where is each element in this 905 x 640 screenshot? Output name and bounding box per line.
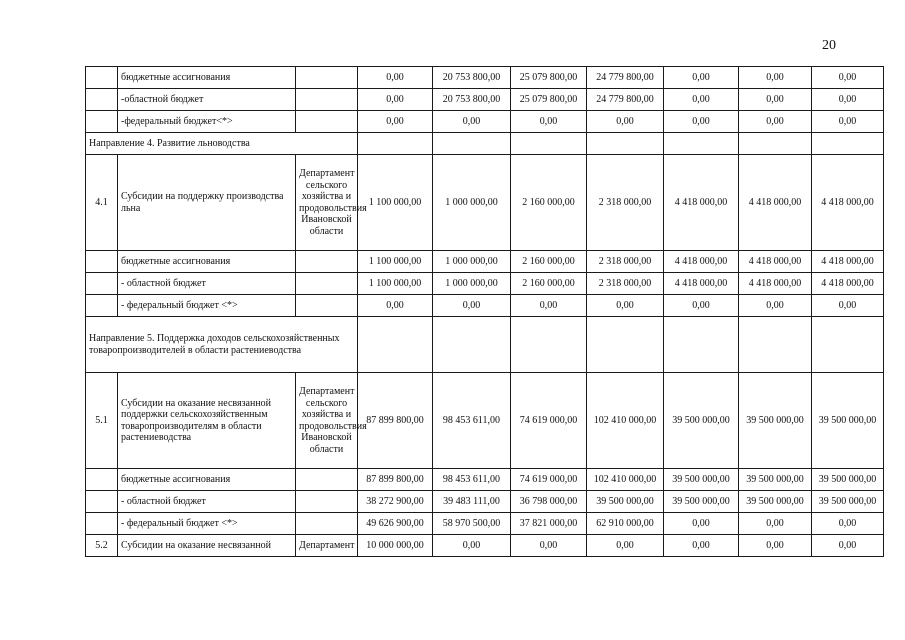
direction-row [86,317,884,373]
amount-cell: 2 318 000,00 [587,251,664,273]
empty-cell [739,317,812,373]
measure-name: Субсидии на поддержку производства льна [118,155,296,251]
amount-cell: 1 100 000,00 [358,251,433,273]
funding-source-label: -областной бюджет [118,89,296,111]
amount-cell: 62 910 000,00 [587,513,664,535]
empty-cell [664,133,739,155]
amount-cell: 0,00 [664,89,739,111]
funding-row [86,469,884,491]
amount-cell: 49 626 900,00 [358,513,433,535]
row-number: 5.2 [86,535,118,557]
empty-cell [587,317,664,373]
empty-cell [358,133,433,155]
amount-cell: 0,00 [358,295,433,317]
amount-cell: 39 483 111,00 [433,491,511,513]
empty-cell [664,317,739,373]
amount-cell: 4 418 000,00 [739,273,812,295]
amount-cell: 0,00 [739,67,812,89]
amount-cell: 2 160 000,00 [511,251,587,273]
executor: Департамент [296,535,358,557]
amount-cell: 87 899 800,00 [358,373,433,469]
amount-cell: 0,00 [587,111,664,133]
amount-cell: 0,00 [511,295,587,317]
item-row [86,155,884,251]
amount-cell: 98 453 611,00 [433,469,511,491]
amount-cell: 0,00 [812,535,884,557]
measure-name: Субсидии на оказание несвязанной [118,535,296,557]
direction-row [86,133,884,155]
funding-source-label: бюджетные ассигнования [118,469,296,491]
amount-cell: 102 410 000,00 [587,469,664,491]
amount-cell: 1 000 000,00 [433,251,511,273]
amount-cell: 39 500 000,00 [587,491,664,513]
amount-cell: 4 418 000,00 [739,251,812,273]
executor: Департамент сельского хозяйства и продовольствия Ивановской области [296,155,358,251]
funding-row [86,491,884,513]
amount-cell: 98 453 611,00 [433,373,511,469]
amount-cell: 74 619 000,00 [511,469,587,491]
row-number [86,251,118,273]
amount-cell: 58 970 500,00 [433,513,511,535]
amount-cell: 74 619 000,00 [511,373,587,469]
amount-cell: 39 500 000,00 [812,491,884,513]
row-number [86,89,118,111]
amount-cell: 0,00 [358,67,433,89]
amount-cell: 39 500 000,00 [664,469,739,491]
amount-cell: 37 821 000,00 [511,513,587,535]
amount-cell: 2 160 000,00 [511,273,587,295]
amount-cell: 0,00 [664,535,739,557]
empty-cell [812,133,884,155]
amount-cell: 20 753 800,00 [433,67,511,89]
amount-cell: 2 318 000,00 [587,155,664,251]
amount-cell: 24 779 800,00 [587,89,664,111]
amount-cell: 0,00 [587,295,664,317]
row-number [86,111,118,133]
amount-cell: 4 418 000,00 [664,251,739,273]
funding-source-label: -федеральный бюджет<*> [118,111,296,133]
direction-title: Направление 4. Развитие льноводства [86,133,358,155]
funding-row [86,89,884,111]
funding-source-label: - федеральный бюджет <*> [118,295,296,317]
executor: Департамент сельского хозяйства и продовольствия Ивановской области [296,373,358,469]
amount-cell: 0,00 [739,535,812,557]
amount-cell: 87 899 800,00 [358,469,433,491]
amount-cell: 39 500 000,00 [739,373,812,469]
funding-row [86,111,884,133]
row-number [86,469,118,491]
executor [296,251,358,273]
empty-cell [739,133,812,155]
amount-cell: 0,00 [739,89,812,111]
table-body [86,67,884,557]
empty-cell [587,133,664,155]
amount-cell: 0,00 [358,111,433,133]
budget-table [85,66,884,557]
funding-source-label: - областной бюджет [118,491,296,513]
amount-cell: 24 779 800,00 [587,67,664,89]
amount-cell: 1 000 000,00 [433,273,511,295]
amount-cell: 39 500 000,00 [739,491,812,513]
amount-cell: 0,00 [511,111,587,133]
amount-cell: 0,00 [812,111,884,133]
empty-cell [511,317,587,373]
measure-name: Субсидии на оказание несвязанной поддержки сельскохозяйственным товаропроизводителям в области растениеводства [118,373,296,469]
empty-cell [812,317,884,373]
funding-row [86,251,884,273]
amount-cell: 25 079 800,00 [511,67,587,89]
amount-cell: 0,00 [433,535,511,557]
executor [296,111,358,133]
funding-row [86,67,884,89]
amount-cell: 4 418 000,00 [664,273,739,295]
row-number [86,273,118,295]
row-number: 5.1 [86,373,118,469]
amount-cell: 0,00 [587,535,664,557]
amount-cell: 39 500 000,00 [664,491,739,513]
executor [296,89,358,111]
amount-cell: 0,00 [511,535,587,557]
direction-title: Направление 5. Поддержка доходов сельскохозяйственных товаропроизводителей в области растениеводства [86,317,358,373]
item-row [86,373,884,469]
amount-cell: 0,00 [812,67,884,89]
amount-cell: 4 418 000,00 [664,155,739,251]
funding-source-label: - федеральный бюджет <*> [118,513,296,535]
amount-cell: 4 418 000,00 [812,273,884,295]
amount-cell: 20 753 800,00 [433,89,511,111]
amount-cell: 0,00 [812,513,884,535]
funding-row [86,295,884,317]
amount-cell: 0,00 [433,295,511,317]
amount-cell: 0,00 [812,89,884,111]
executor [296,295,358,317]
row-number [86,295,118,317]
amount-cell: 102 410 000,00 [587,373,664,469]
amount-cell: 4 418 000,00 [739,155,812,251]
amount-cell: 0,00 [739,295,812,317]
amount-cell: 0,00 [664,513,739,535]
empty-cell [511,133,587,155]
empty-cell [433,133,511,155]
executor [296,513,358,535]
page-number: 20 [822,38,836,53]
row-number [86,491,118,513]
amount-cell: 39 500 000,00 [739,469,812,491]
funding-source-label: - областной бюджет [118,273,296,295]
row-number: 4.1 [86,155,118,251]
amount-cell: 2 160 000,00 [511,155,587,251]
empty-cell [433,317,511,373]
amount-cell: 10 000 000,00 [358,535,433,557]
amount-cell: 0,00 [664,295,739,317]
amount-cell: 2 318 000,00 [587,273,664,295]
amount-cell: 25 079 800,00 [511,89,587,111]
executor [296,491,358,513]
amount-cell: 0,00 [433,111,511,133]
amount-cell: 1 100 000,00 [358,273,433,295]
executor [296,67,358,89]
funding-row [86,513,884,535]
row-number [86,67,118,89]
amount-cell: 36 798 000,00 [511,491,587,513]
executor [296,273,358,295]
amount-cell: 1 100 000,00 [358,155,433,251]
amount-cell: 0,00 [739,111,812,133]
amount-cell: 1 000 000,00 [433,155,511,251]
amount-cell: 0,00 [812,295,884,317]
empty-cell [358,317,433,373]
amount-cell: 0,00 [739,513,812,535]
amount-cell: 0,00 [358,89,433,111]
funding-source-label: бюджетные ассигнования [118,251,296,273]
amount-cell: 0,00 [664,111,739,133]
row-number [86,513,118,535]
amount-cell: 38 272 900,00 [358,491,433,513]
amount-cell: 4 418 000,00 [812,251,884,273]
amount-cell: 0,00 [664,67,739,89]
amount-cell: 4 418 000,00 [812,155,884,251]
amount-cell: 39 500 000,00 [664,373,739,469]
item-row [86,535,884,557]
executor [296,469,358,491]
funding-row [86,273,884,295]
amount-cell: 39 500 000,00 [812,469,884,491]
funding-source-label: бюджетные ассигнования [118,67,296,89]
amount-cell: 39 500 000,00 [812,373,884,469]
